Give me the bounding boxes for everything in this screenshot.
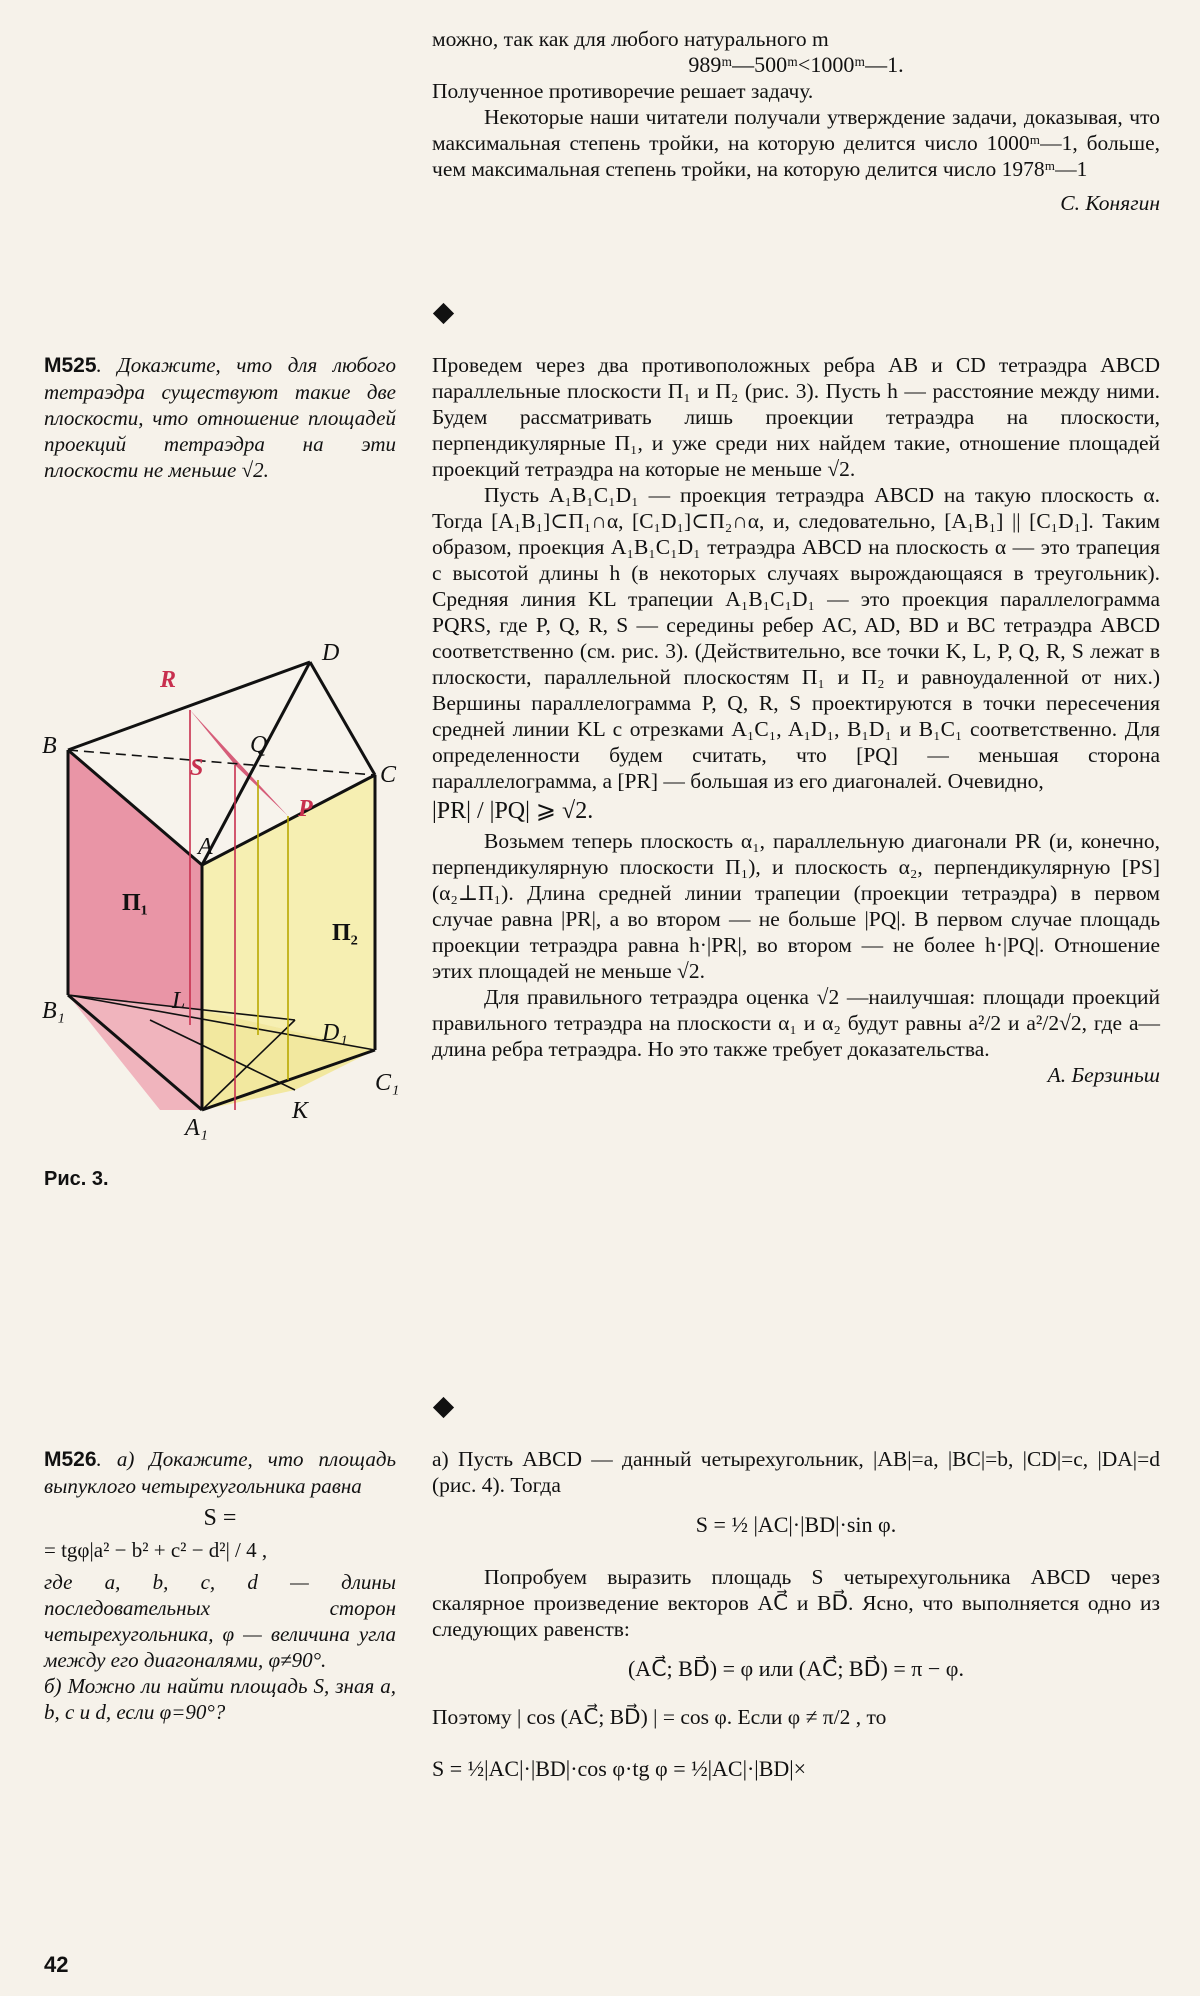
paragraph: Для правильного тетраэдра оценка √2 —наилучшая: площади проекций правильного тетраэдра на плоскости α₁ и α₂ будут равны a²/2 и a²/2√2, где a—длина ребра тетраэдра. Но это также требует доказательства. bbox=[432, 985, 1160, 1061]
section-divider-icon bbox=[433, 303, 454, 324]
figure-caption: Рис. 3. bbox=[44, 1168, 109, 1190]
paragraph: Поэтому | cos (AC⃗; BD⃗) | = cos φ. Если φ ≠ π/2 , то bbox=[432, 1705, 887, 1729]
text-line: Полученное противоречие решает задачу. bbox=[432, 79, 814, 103]
top-block bbox=[432, 26, 1160, 216]
formula: |PR| / |PQ| ⩾ √2. bbox=[432, 798, 594, 824]
paragraph: Попробуем выразить площадь S четырехугольника ABCD через скалярное произведение векторов AC⃗ и BD⃗. Ясно, что выполняется одно из следующих равенств: bbox=[432, 1565, 1160, 1641]
problem-label: М525 bbox=[44, 354, 97, 377]
fig-label-pi1: П₁ bbox=[122, 890, 148, 916]
problem-m526 bbox=[44, 1446, 396, 1725]
author: А. Берзиньш bbox=[1047, 1063, 1160, 1087]
solution-m525 bbox=[432, 352, 1160, 1088]
fig-label-b: B bbox=[42, 733, 57, 759]
text-line: можно, так как для любого натурального m bbox=[432, 27, 829, 51]
problem-label: М526 bbox=[44, 1448, 97, 1471]
author: С. Конягин bbox=[1060, 191, 1160, 215]
page-number: 42 bbox=[44, 1952, 69, 1977]
fig-label-b1: B₁ bbox=[42, 998, 66, 1024]
problem-text: где a, b, c, d — длины последовательных сторон четырехугольника, φ — величина угла между его диагоналями, φ≠90°. bbox=[44, 1570, 396, 1672]
problem-text: б) Можно ли найти площадь S, зная a, b, c и d, если φ=90°? bbox=[44, 1674, 396, 1724]
formula: S = ½ |AC|·|BD|·sin φ. bbox=[695, 1512, 897, 1537]
formula: = tgφ|a² − b² + c² − d²| / 4 , bbox=[44, 1538, 268, 1562]
fig-label-pi2: П₂ bbox=[332, 920, 358, 946]
formula: S = bbox=[203, 1505, 237, 1531]
problem-statement: . а) Докажите, что площадь выпуклого четырехугольника равна bbox=[44, 1447, 396, 1498]
formula: S = ½|AC|·|BD|·cos φ·tg φ = ½|AC|·|BD|× bbox=[432, 1756, 807, 1781]
paragraph: Возьмем теперь плоскость α₁, параллельную диагонали PR (и, конечно, перпендикулярную плоскости Π₁), и плоскость α₂, перпендикулярную [PS] (α₂⊥Π₁). Длина средней линии трапеции (проекции тетраэдра) в первом случае равна |PR|, а во втором — не больше |PQ|. В первом случае площадь проекции тетраэдра равна h·|PR|, во втором — не более h·|PQ|. Отношение этих площадей не меньше √2. bbox=[432, 829, 1160, 983]
formula: (AC⃗; BD⃗) = φ или (AC⃗; BD⃗) = π − φ. bbox=[627, 1656, 964, 1681]
paragraph: Пусть A₁B₁C₁D₁ — проекция тетраэдра ABCD на такую плоскость α. Тогда [A₁B₁]⊂Π₁∩α, [C₁D₁]⊂Π₂∩α, и, следовательно, [A₁B₁] || [C₁D₁]. Таким образом, проекция A₁B₁C₁D₁ тетраэдра ABCD на плоскость α — это трапеция с высотой длины h (в некоторых случаях вырождающаяся в треугольник). Средняя линия KL трапеции A₁B₁C₁D₁ — это проекция параллелограмма PQRS, где P, Q, R, S — середины ребер AC, AD, BD и BC тетраэдра ABCD соответственно (см. рис. 3). (Действительно, все точки K, L, P, Q, R, S лежат в плоскости, параллельной плоскостям Π₁ и Π₂ и равноудаленной от них.) Вершины параллелограмма P, Q, R, S проектируются в точки пересечения средней линии KL с отрезками A₁C₁, A₁D₁, B₁D₁ и B₁C₁ соответственно. Для определенности будем считать, что [PQ] — меньшая сторона параллелограмма, а [PR] — большая из его диагоналей. Очевидно, bbox=[432, 483, 1160, 793]
fig-label-r: R bbox=[160, 667, 177, 693]
solution-m526 bbox=[432, 1446, 1160, 1782]
fig-label-d1: D₁ bbox=[322, 1020, 348, 1046]
paragraph: Проведем через два противоположных ребра AB и CD тетраэдра ABCD параллельные плоскости Π₁ и Π₂ (рис. 3). Пусть h — расстояние между ними. Будем рассматривать лишь проекции тетраэдра на плоскости, перпендикулярные Π₁, и уже среди них найдем такие, отношение площадей проекций тетраэдра на которые не меньше √2. bbox=[432, 353, 1160, 481]
figure-3 bbox=[30, 640, 420, 1140]
paragraph: а) Пусть ABCD — данный четырехугольник, |AB|=a, |BC|=b, |CD|=c, |DA|=d (рис. 4). Тогда bbox=[432, 1447, 1160, 1497]
fig-label-k: K bbox=[292, 1098, 309, 1124]
fig-label-l: L bbox=[172, 988, 186, 1014]
formula: 989ᵐ—500ᵐ<1000ᵐ—1. bbox=[688, 52, 904, 77]
problem-statement: . Докажите, что для любого тетраэдра существуют такие две плоскости, что отношение площадей проекций тетраэдра на эти плоскости не меньше √2. bbox=[44, 353, 396, 482]
problem-m525 bbox=[44, 352, 396, 483]
fig-label-q: Q bbox=[250, 732, 268, 758]
fig-label-p: P bbox=[298, 796, 313, 822]
paragraph: Некоторые наши читатели получали утверждение задачи, доказывая, что максимальная степень тройки, на которую делится число 1000ᵐ—1, больше, чем максимальная степень тройки, на которую делится число 1978ᵐ—1 bbox=[432, 105, 1160, 181]
fig-label-c1: C₁ bbox=[375, 1070, 400, 1096]
fig-label-a1: A₁ bbox=[185, 1115, 209, 1140]
fig-label-s: S bbox=[190, 755, 204, 781]
fig-label-d: D bbox=[322, 640, 340, 666]
fig-label-a: A bbox=[198, 834, 213, 860]
fig-label-c: C bbox=[380, 762, 397, 788]
section-divider-icon bbox=[433, 1397, 454, 1418]
